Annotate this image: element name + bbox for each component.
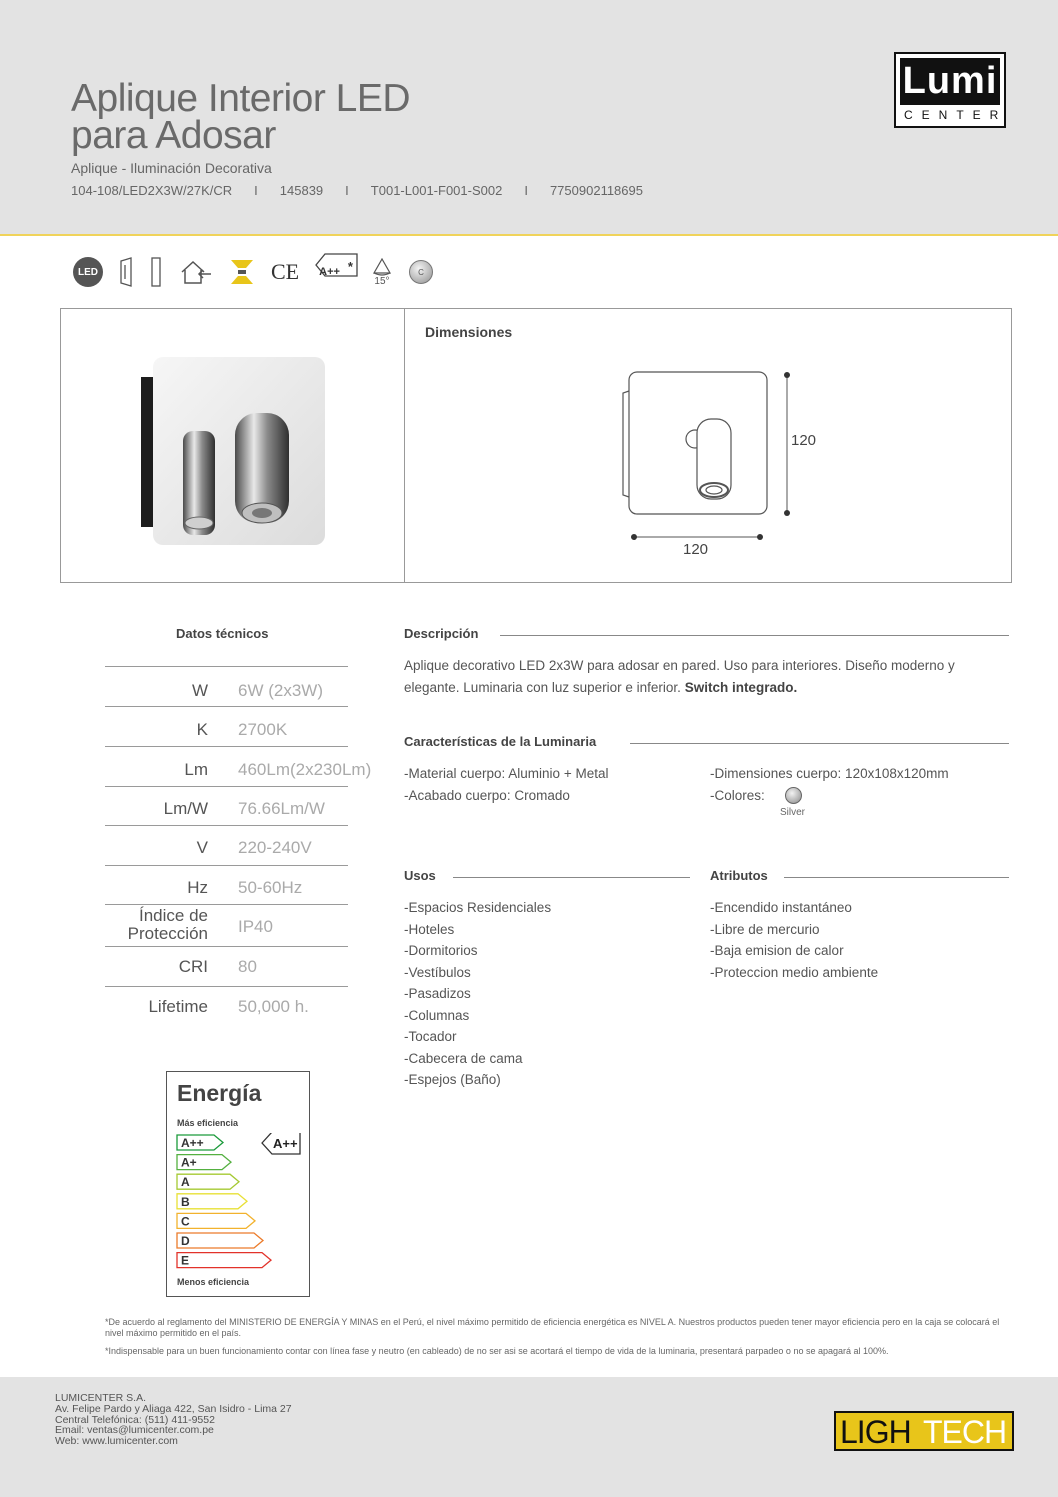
code-separator: I [345, 183, 349, 198]
footnote-1: *De acuerdo al reglamento del MINISTERIO DE ENERGÍA Y MINAS en el Perú, el nivel máximo permitido de eficiencia energética es NIVEL A. Nuestros productos pueden tener mayor eficiencia pero en la caja se colocará el nivel máximo permitido en el país. [105, 1317, 1000, 1338]
spec-value: 2700K [238, 720, 288, 739]
svg-text:E: E [181, 1253, 190, 1268]
logo-subword: CENTER [904, 108, 1008, 122]
energy-class-a [177, 1174, 239, 1189]
spec-value: 76.66Lm/W [238, 799, 325, 818]
usos-item: -Vestíbulos [404, 964, 471, 980]
product-code-sku: 145839 [279, 183, 324, 198]
svg-text:B: B [181, 1194, 190, 1209]
spec-row [105, 666, 348, 706]
spec-row [105, 825, 348, 865]
dimension-width: 120 [683, 541, 709, 558]
company-info [55, 1393, 292, 1447]
spec-row [105, 904, 348, 946]
description-body: Aplique decorativo LED 2x3W para adosar en pared. Uso para interiores. Diseño moderno y elegante. Luminaria con luz superior e inferior. [404, 658, 955, 695]
usos-list [404, 897, 551, 1091]
page-header [0, 0, 1058, 236]
ce-mark-icon: CE [271, 259, 300, 284]
spec-row [105, 746, 372, 786]
company-web: Web: www.lumicenter.com [55, 1435, 178, 1448]
spec-value: 80 [238, 957, 257, 976]
atributos-item: -Proteccion medio ambiente [710, 964, 879, 980]
spec-value: 220-240V [238, 838, 312, 857]
product-code-model: 104-108/LED2X3W/27K/CR [71, 183, 233, 198]
features-title: Características de la Luminaria [404, 734, 597, 749]
wall-flat-icon [149, 257, 163, 287]
svg-text:D: D [181, 1234, 190, 1248]
usos-rule [453, 877, 690, 878]
svg-text:A: A [181, 1175, 190, 1190]
feature-icons [73, 254, 449, 290]
spec-row [105, 865, 348, 904]
svg-text:C: C [181, 1214, 190, 1229]
spec-key: Lifetime [148, 997, 208, 1016]
spec-row [105, 786, 348, 825]
code-separator: I [254, 183, 258, 198]
tech-title: Datos técnicos [176, 626, 269, 641]
dimension-height: 120 [791, 432, 817, 449]
usos-item: -Espejos (Baño) [404, 1072, 501, 1087]
spec-key: CRI [178, 957, 208, 976]
svg-text:A+: A+ [181, 1155, 197, 1170]
usos-item: -Dormitorios [404, 943, 478, 958]
spec-value: 6W (2x3W) [238, 681, 323, 700]
up-down-light-icon [229, 259, 255, 285]
features-rule [630, 743, 1009, 744]
spec-key [128, 907, 208, 943]
spec-value: 50,000 h. [238, 997, 309, 1016]
energy-top-label: Más eficiencia [177, 1118, 239, 1128]
feature-item: -Colores: [710, 787, 765, 803]
spec-value: 50-60Hz [238, 878, 303, 897]
spec-key-line: Protección [127, 924, 208, 943]
atributos-rule [784, 877, 1009, 878]
spec-row [105, 706, 348, 746]
energy-class-label: A++ [319, 266, 340, 278]
description-title: Descripción [404, 626, 479, 641]
spec-key-line: Índice de [139, 906, 208, 925]
svg-text:A++: A++ [181, 1136, 204, 1150]
product-code-ref: T001-L001-F001-S002 [370, 183, 503, 198]
product-codes [71, 183, 643, 198]
beam-angle-value: 15° [374, 275, 390, 287]
page-footer [0, 1377, 1058, 1497]
beam-angle-icon [371, 258, 393, 287]
atributos-item: -Encendido instantáneo [710, 900, 852, 915]
spec-row [105, 986, 348, 1026]
energy-scale [176, 1133, 306, 1273]
atributos-title: Atributos [710, 868, 768, 883]
atributos-list [710, 897, 878, 983]
spec-value: 460Lm(2x230Lm) [238, 760, 372, 779]
usos-title: Usos [404, 868, 436, 883]
wall-up-icon [119, 257, 133, 287]
spec-key: W [191, 681, 208, 700]
energy-title: Energía [177, 1080, 262, 1106]
spec-key: Lm [184, 760, 208, 779]
svg-text:A++: A++ [273, 1136, 298, 1151]
energy-class-b [177, 1194, 247, 1209]
usos-item: -Pasadizos [404, 986, 471, 1001]
dimension-drawing [609, 363, 799, 553]
silver-color-swatch [785, 787, 802, 804]
company-address: Av. Felipe Pardo y Aliaga 422, San Isidro - Lima 27 [55, 1402, 292, 1415]
description-text [404, 655, 1009, 698]
spec-row [105, 946, 348, 986]
usos-item: -Hoteles [404, 921, 455, 937]
energy-class-c [177, 1213, 255, 1228]
energy-label [166, 1071, 310, 1297]
finish-label: C [418, 267, 424, 277]
feature-item: -Material cuerpo: Aluminio + Metal [404, 766, 609, 781]
company-email: Email: ventas@lumicenter.com.pe [55, 1424, 214, 1437]
code-separator: I [524, 183, 528, 198]
silver-color-label: Silver [780, 807, 806, 818]
energy-class-aplus [177, 1155, 231, 1170]
led-icon: LED [73, 257, 103, 287]
indoor-home-icon [179, 259, 213, 285]
spec-key: Hz [187, 878, 208, 897]
company-phone: Central Telefónica: (511) 411-9552 [55, 1413, 215, 1426]
features-right [710, 763, 949, 806]
page-subtitle: Aplique - Iluminación Decorativa [71, 160, 272, 176]
title-line-1: Aplique Interior LED [71, 77, 411, 120]
usos-item: -Columnas [404, 1007, 470, 1023]
energy-class-d [177, 1233, 263, 1248]
energy-class-e [177, 1253, 271, 1268]
company-name: LUMICENTER S.A. [55, 1392, 147, 1404]
lightech-part-1: LIGH [840, 1414, 911, 1450]
footnote-2: *Indispensable para un buen funcionamiento contar con línea fase y neutro (en cableado) de no ser asi se acortará el tiempo de vida de la luminaria, presentará parpadeo o no se apagará al 100%. [105, 1346, 889, 1356]
usos-item: -Tocador [404, 1029, 457, 1044]
spec-value: IP40 [238, 917, 273, 936]
spec-key: V [196, 838, 208, 857]
lightech-part-2: TECH [923, 1414, 1007, 1450]
usos-item: -Espacios Residenciales [404, 900, 552, 915]
spec-key: K [196, 720, 208, 739]
energy-bottom-label: Menos eficiencia [177, 1277, 250, 1287]
page-title [71, 77, 411, 157]
feature-item: -Dimensiones cuerpo: 120x108x120mm [710, 766, 949, 781]
product-box [60, 308, 1012, 583]
product-photo [139, 353, 339, 553]
atributos-item: -Baja emision de calor [710, 943, 844, 958]
lumicenter-logo [894, 52, 1006, 128]
features-left [404, 763, 608, 806]
atributos-item: -Libre de mercurio [710, 921, 820, 937]
spec-key: Lm/W [163, 799, 208, 818]
title-line-2: para Adosar [71, 114, 276, 157]
energy-class-aplusplus [177, 1135, 223, 1150]
product-code-ean: 7750902118695 [549, 183, 643, 198]
dimensions-title: Dimensiones [425, 324, 513, 340]
silver-finish-icon [409, 260, 433, 284]
energy-current-marker [262, 1133, 300, 1154]
feature-item: -Acabado cuerpo: Cromado [404, 787, 570, 803]
logo-wordmark: Lumi [900, 58, 1000, 105]
description-rule [500, 635, 1009, 636]
box-divider [404, 309, 405, 582]
usos-item: -Cabecera de cama [404, 1050, 523, 1066]
energy-class-icon [315, 258, 353, 280]
energy-class-asterisk: * [347, 258, 353, 274]
description-bold: Switch integrado. [684, 679, 798, 695]
lightech-logo [834, 1411, 1014, 1451]
